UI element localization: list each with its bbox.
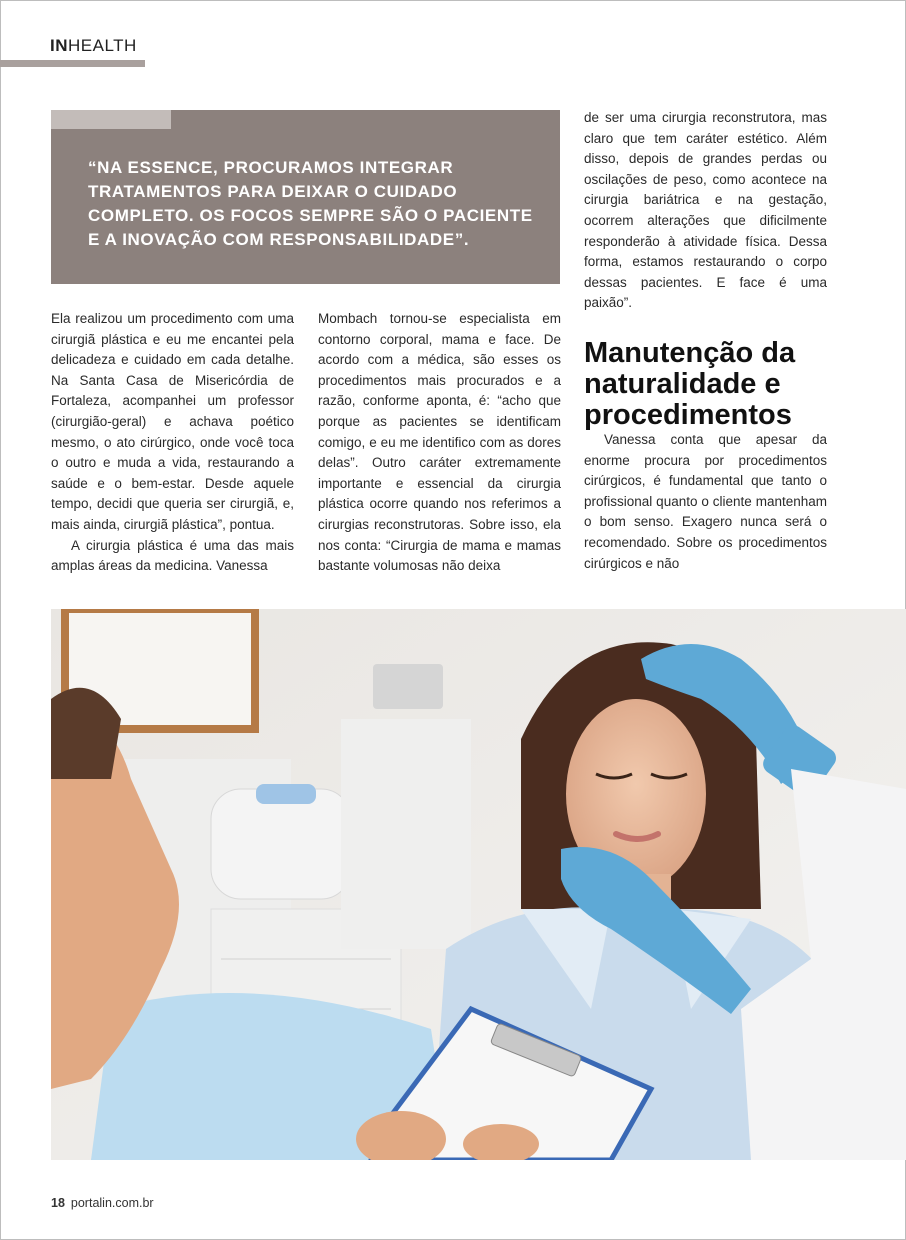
footer-site: portalin.com.br [70,1196,154,1210]
section-label [50,36,137,56]
clinic-photo [51,609,906,1160]
column-1 [51,309,294,577]
section-heading: Manutenção da naturalidade e procedimentos [584,337,796,431]
section-label-bold: IN [50,36,68,55]
pull-quote-box [51,110,560,284]
column-3-top [584,108,827,314]
column-3-paragraph-1: de ser uma cirurgia reconstrutora, mas claro que tem caráter estético. Além disso, depois de grandes perdas ou oscilações de peso, como acontece na cirurgia bariátrica e na gestação, ocorrem alterações que dificilmente responderão à atividade física. Dessa forma, estamos restaurando o corpo dessas pacientes. E face é uma paixão”. [584,110,827,311]
column-2 [318,309,561,577]
column-1-paragraph-1: Ela realizou um procedimento com uma cirurgiã plástica e eu me encantei pela delicadeza e cuidado em cada detalhe. Na Santa Casa de Misericórdia de Fortaleza, acompanhei um professor (cirurgião-geral) e achava poético mesmo, o ato cirúrgico, onde você toca o outro e muda a vida, restaurando a saúde e o bem-estar. Desde aquele tempo, decidi que queria ser cirurgiã, e, mais ainda, cirurgiã plástica”, pontua. [51,311,294,532]
page-number: 18 [51,1196,65,1210]
page-footer [51,1196,154,1210]
column-3-bottom [584,430,827,574]
column-3-paragraph-2: Vanessa conta que apesar da enorme procura por procedimentos cirúrgicos, é fundamental que tanto o profissional quanto o cliente mantenham o bom senso. Exagero nunca será o recomendado. Sobre os procedimentos cirúrgicos e não [584,432,827,571]
column-2-paragraph-1: Mombach tornou-se especialista em contorno corporal, mama e face. De acordo com a médica, são esses os procedimentos mais procurados e a razão, conforme aponta, é: “acho que porque as pacientes se identificam comigo, e eu me identifico com as dores delas”. Outro caráter extremamente importante e essencial da cirurgia plástica ocorre quando nos referimos a cirurgias reconstrutoras. Sobre isso, ela nos conta: “Cirurgia de mama e mamas bastante volumosas não deixa [318,311,561,574]
section-bar [0,60,145,67]
pull-quote: “NA ESSENCE, PROCURAMOS INTEGRAR TRATAMENTOS PARA DEIXAR O CUIDADO COMPLETO. OS FOCOS SEMPRE SÃO O PACIENTE E A INOVAÇÃO COM RESPONSABILIDADE”. [88,158,533,249]
column-1-paragraph-2: A cirurgia plástica é uma das mais amplas áreas da medicina. Vanessa [51,537,294,574]
section-label-light: HEALTH [68,36,137,55]
pull-quote-tab [51,110,171,129]
